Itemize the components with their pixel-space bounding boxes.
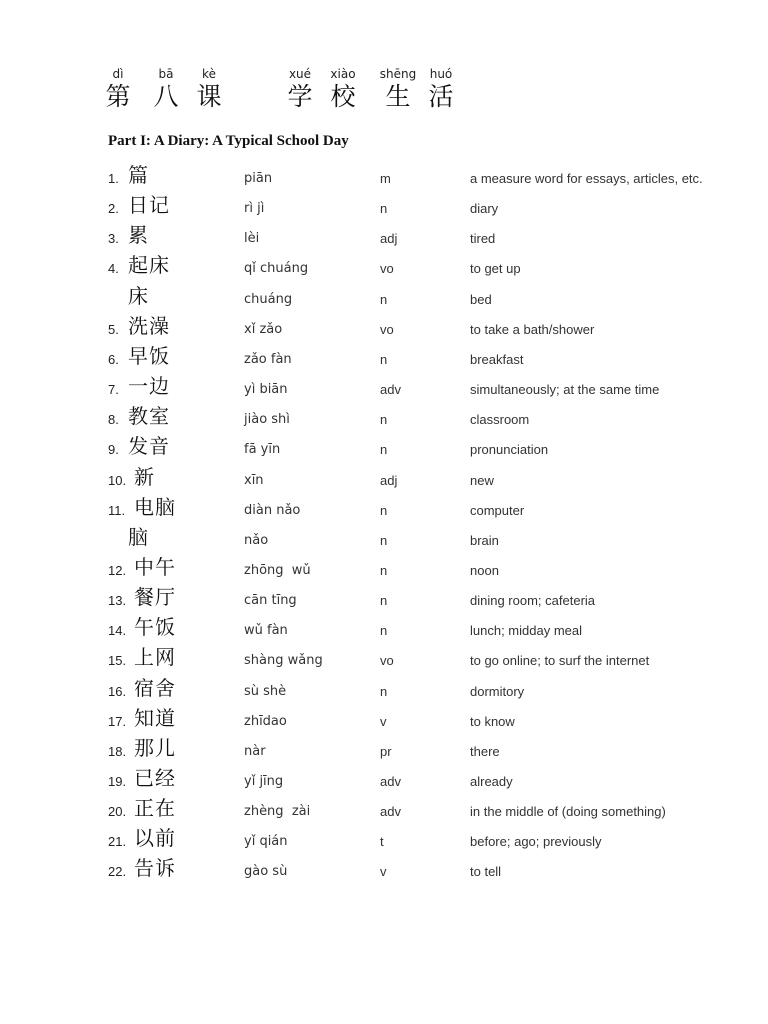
vocab-part-of-speech: n: [380, 502, 388, 518]
vocab-row: [108, 401, 748, 431]
vocab-hanzi: 洗澡: [128, 313, 170, 338]
vocab-meaning: to know: [470, 713, 515, 729]
vocab-hanzi: 午饭: [134, 615, 176, 640]
vocab-part-of-speech: n: [380, 351, 388, 367]
vocab-number: 16.: [108, 683, 127, 699]
vocab-part-of-speech: adv: [380, 382, 401, 398]
vocab-number: 19.: [108, 774, 127, 789]
vocab-meaning: dining room; cafeteria: [470, 593, 596, 609]
title-hanzi: 第: [105, 82, 131, 111]
vocab-meaning: before; ago; previously: [470, 834, 602, 850]
title-pinyin: bā: [158, 67, 174, 81]
vocab-pinyin: zhīdao: [244, 713, 287, 729]
title-character: [179, 66, 239, 112]
vocab-meaning: to get up: [470, 261, 521, 277]
vocab-hanzi: 餐厅: [134, 585, 176, 610]
vocab-row: [108, 642, 748, 672]
vocab-pinyin: piān: [244, 171, 273, 186]
vocab-hanzi: 床: [128, 283, 149, 308]
vocab-number: 20.: [108, 804, 127, 820]
vocab-pinyin: wǔ fàn: [244, 623, 288, 639]
title-hanzi: 课: [196, 82, 222, 111]
vocab-row: [108, 160, 748, 190]
vocab-pinyin: yǐ jīng: [244, 774, 284, 789]
vocab-pinyin: lèi: [244, 231, 260, 247]
vocab-row: [108, 431, 748, 461]
vocab-part-of-speech: v: [380, 713, 387, 729]
vocab-part-of-speech: adj: [380, 472, 398, 488]
vocab-meaning: bed: [470, 291, 492, 307]
title-hanzi: 校: [330, 82, 356, 111]
vocab-number: 15.: [108, 653, 127, 669]
vocab-part-of-speech: n: [380, 623, 388, 639]
vocab-row: [108, 552, 748, 582]
vocab-part-of-speech: n: [380, 201, 388, 217]
vocab-row: [108, 250, 748, 280]
title-hanzi: 活: [428, 82, 454, 111]
vocab-pinyin: diàn nǎo: [244, 502, 301, 518]
title-hanzi: 八: [153, 82, 179, 111]
title-pinyin: dì: [112, 67, 124, 81]
vocab-hanzi: 篇: [128, 163, 149, 187]
vocab-hanzi: 正在: [134, 796, 176, 821]
vocab-number: 5.: [108, 321, 119, 337]
vocab-hanzi: 起床: [128, 253, 170, 278]
vocab-row: [108, 311, 748, 341]
vocab-part-of-speech: n: [380, 412, 388, 428]
vocab-row: [108, 281, 748, 311]
vocab-meaning: dormitory: [470, 683, 525, 699]
vocab-hanzi: 电脑: [134, 494, 176, 519]
vocab-pinyin: qǐ chuáng: [244, 261, 309, 277]
vocab-meaning: pronunciation: [470, 442, 549, 458]
title-pinyin: xué: [288, 67, 312, 81]
vocab-row: [108, 341, 748, 371]
vocab-pinyin: zhèng zài: [244, 804, 311, 820]
vocab-row: [108, 763, 748, 793]
vocab-meaning: computer: [470, 502, 525, 518]
vocab-meaning: a measure word for essays, articles, etc.: [470, 171, 703, 186]
vocab-meaning: in the middle of (doing something): [470, 804, 666, 820]
vocab-row: [108, 703, 748, 733]
vocab-part-of-speech: n: [380, 532, 388, 548]
vocab-row: [108, 582, 748, 612]
vocab-meaning: brain: [470, 532, 499, 548]
vocab-hanzi: 那儿: [134, 735, 176, 760]
vocab-number: 14.: [108, 623, 127, 639]
vocab-number: 13.: [108, 593, 127, 609]
title-pinyin: huó: [429, 67, 453, 81]
vocab-pinyin: rì jì: [244, 201, 265, 217]
part-heading: Part I: A Diary: A Typical School Day: [108, 133, 349, 149]
vocab-part-of-speech: n: [380, 593, 388, 609]
vocab-pinyin: zhōng wǔ: [244, 562, 311, 578]
title-hanzi: 生: [385, 82, 411, 111]
vocab-pinyin: zǎo fàn: [244, 351, 292, 367]
vocab-row: [108, 733, 748, 763]
vocab-row: [108, 793, 748, 823]
vocab-number: 4.: [108, 261, 119, 277]
vocab-number: 7.: [108, 382, 119, 398]
vocab-meaning: to take a bath/shower: [470, 321, 595, 337]
vocab-meaning: diary: [470, 201, 499, 217]
vocab-number: 22.: [108, 864, 127, 880]
vocab-pinyin: xǐ zǎo: [244, 321, 283, 337]
vocab-part-of-speech: n: [380, 683, 388, 699]
vocab-pinyin: chuáng: [244, 291, 293, 307]
vocab-hanzi: 发音: [128, 434, 170, 459]
vocab-meaning: to tell: [470, 864, 502, 880]
vocab-meaning: breakfast: [470, 351, 524, 367]
vocab-hanzi: 告诉: [134, 856, 176, 881]
vocab-row: [108, 462, 748, 492]
title-pinyin: shēng: [379, 67, 417, 81]
vocab-pinyin: xīn: [244, 472, 264, 488]
vocab-hanzi: 早饭: [128, 343, 170, 368]
vocab-pinyin: nàr: [244, 743, 266, 759]
vocab-part-of-speech: t: [380, 834, 384, 850]
vocab-row: [108, 522, 748, 552]
vocab-part-of-speech: n: [380, 442, 388, 458]
vocab-pinyin: fā yīn: [244, 442, 281, 458]
vocab-row: [108, 823, 748, 853]
vocab-hanzi: 教室: [128, 404, 170, 429]
vocab-part-of-speech: vo: [380, 261, 394, 277]
vocab-part-of-speech: adj: [380, 231, 398, 247]
vocab-hanzi: 新: [134, 464, 155, 489]
vocab-number: 10.: [108, 472, 127, 488]
vocab-pinyin: yǐ qián: [244, 834, 288, 850]
title-pinyin: kè: [202, 67, 216, 81]
vocab-meaning: tired: [470, 231, 496, 247]
vocab-meaning: classroom: [470, 412, 530, 428]
vocab-hanzi: 宿舍: [134, 675, 176, 700]
vocab-meaning: to go online; to surf the internet: [470, 653, 650, 669]
vocab-pinyin: yì biān: [244, 382, 288, 398]
vocab-number: 18.: [108, 743, 127, 759]
vocab-row: [108, 220, 748, 250]
vocab-part-of-speech: v: [380, 864, 387, 880]
vocab-number: 21.: [108, 834, 127, 850]
vocab-number: 8.: [108, 412, 119, 428]
vocab-row: [108, 190, 748, 220]
vocab-meaning: already: [470, 774, 513, 789]
vocab-row: [108, 853, 748, 883]
vocab-hanzi: 以前: [134, 826, 176, 851]
vocab-number: 11.: [108, 502, 126, 518]
vocab-part-of-speech: n: [380, 562, 388, 578]
title-hanzi: 学: [287, 82, 313, 111]
vocab-meaning: lunch; midday meal: [470, 623, 582, 639]
vocab-hanzi: 脑: [128, 524, 149, 549]
vocab-part-of-speech: m: [380, 171, 391, 186]
vocab-hanzi: 中午: [134, 554, 176, 579]
vocab-number: 1.: [108, 171, 119, 186]
vocab-number: 6.: [108, 351, 119, 367]
vocab-number: 2.: [108, 201, 119, 217]
vocab-pinyin: shàng wǎng: [244, 653, 323, 669]
vocab-part-of-speech: vo: [380, 321, 394, 337]
vocab-pinyin: gào sù: [244, 864, 288, 880]
vocab-meaning: simultaneously; at the same time: [470, 382, 660, 398]
vocab-part-of-speech: vo: [380, 653, 394, 669]
vocab-pinyin: cān tīng: [244, 593, 297, 609]
vocab-number: 17.: [108, 713, 127, 729]
vocab-part-of-speech: adv: [380, 774, 401, 789]
vocab-number: 12.: [108, 562, 127, 578]
vocab-row: [108, 612, 748, 642]
vocab-hanzi: 日记: [128, 193, 170, 218]
vocab-row: [108, 371, 748, 401]
vocab-meaning: noon: [470, 562, 499, 578]
title-character: [313, 66, 373, 112]
vocab-hanzi: 知道: [134, 705, 176, 730]
vocab-meaning: there: [470, 743, 500, 759]
vocab-hanzi: 已经: [134, 766, 176, 790]
vocab-number: 9.: [108, 442, 119, 458]
vocab-part-of-speech: n: [380, 291, 388, 307]
vocab-part-of-speech: adv: [380, 804, 401, 820]
vocab-part-of-speech: pr: [380, 743, 392, 759]
vocab-meaning: new: [470, 472, 494, 488]
title-character: [411, 66, 471, 112]
vocab-number: 3.: [108, 231, 119, 247]
vocab-hanzi: 上网: [134, 645, 176, 670]
vocab-hanzi: 累: [128, 223, 149, 248]
vocab-hanzi: 一边: [128, 374, 170, 399]
vocab-pinyin: sù shè: [244, 683, 287, 699]
vocab-row: [108, 673, 748, 703]
title-pinyin: xiào: [330, 67, 356, 81]
vocab-pinyin: nǎo: [244, 532, 269, 548]
vocab-pinyin: jiào shì: [244, 412, 290, 428]
vocab-row: [108, 492, 748, 522]
